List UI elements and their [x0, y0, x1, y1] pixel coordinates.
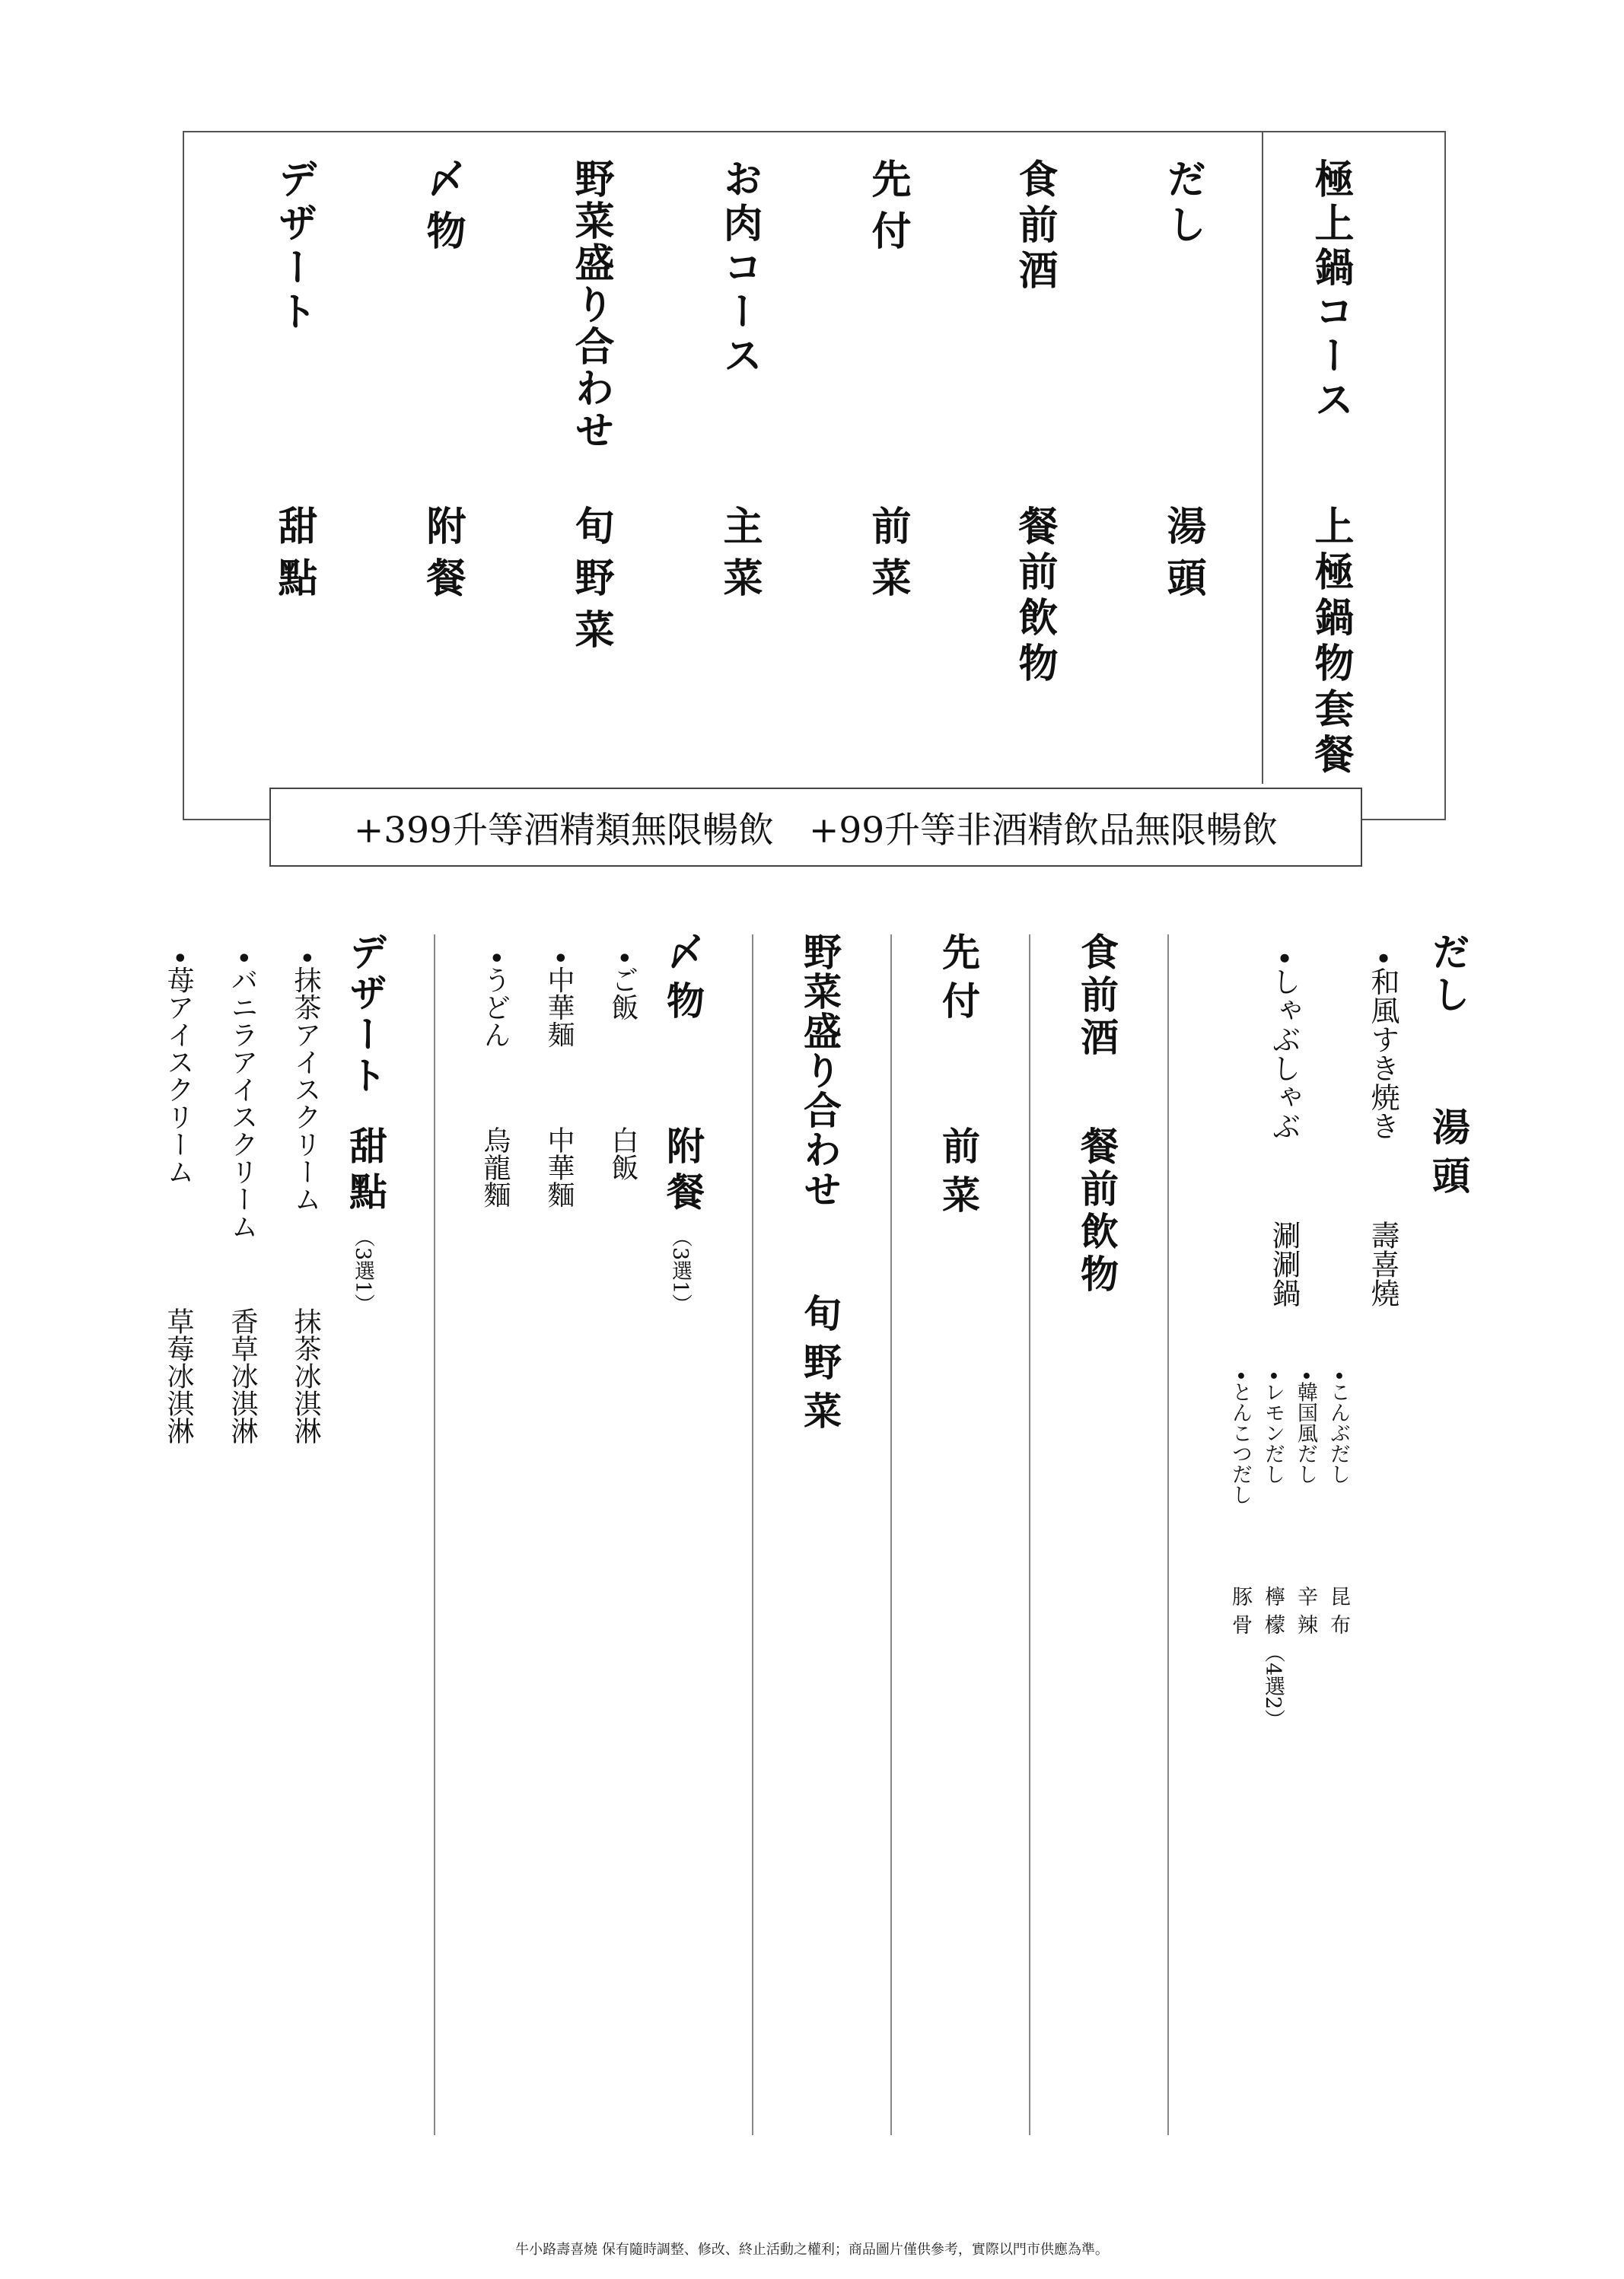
course-ja-dessert: デザート: [271, 158, 317, 335]
broth-ja: •韓国風だし: [1294, 1370, 1317, 1485]
course-ja-appetizer: 先付: [865, 158, 911, 262]
course-zh-dessert: 甜點: [271, 505, 317, 609]
course-title-zh: 上極鍋物套餐: [1307, 505, 1354, 779]
course-zh-shime: 附餐: [419, 505, 466, 609]
alcohol-upgrade: +399升等酒精類無限暢飲: [353, 809, 774, 851]
dessert-heading-zh: 甜點: [343, 1126, 388, 1217]
dashi-style-ja: •和風すき焼き: [1366, 950, 1400, 1141]
dessert-item-ja: •バニラアイスクリーム: [227, 950, 258, 1240]
column-divider: [1029, 934, 1030, 2135]
shime-item-ja: •ご飯: [607, 950, 638, 1021]
shime-heading-zh: 附餐: [661, 1126, 705, 1217]
column-divider: [890, 934, 892, 2135]
non-alcohol-upgrade: +99升等非酒精飲品無限暢飲: [808, 809, 1279, 851]
course-zh-appetizer: 前菜: [865, 505, 911, 609]
course-ja-vegetables: 野菜盛り合わせ: [568, 158, 614, 451]
shime-item-zh: 烏龍麵: [479, 1126, 511, 1208]
course-zh-meat: 主菜: [716, 505, 763, 609]
broth-ja: •レモンだし: [1261, 1370, 1285, 1485]
dessert-item-ja: •抹茶アイスクリーム: [290, 950, 321, 1213]
dessert-item-zh: 草莓冰淇淋: [163, 1307, 194, 1444]
course-summary-box: [183, 131, 1446, 820]
vegetables-heading-zh: 旬野菜: [798, 1294, 842, 1440]
column-divider: [434, 934, 435, 2135]
course-ja-meat: お肉コース: [716, 158, 763, 379]
dashi-style-ja: •しゃぶしゃぶ: [1267, 950, 1301, 1141]
dashi-heading-ja: だし: [1426, 932, 1471, 1017]
course-zh-dashi: 湯頭: [1160, 505, 1206, 609]
shime-item-ja: •中華麺: [543, 950, 575, 1049]
aperitif-heading-ja: 食前酒: [1075, 932, 1119, 1060]
course-title-ja: 極上鍋コース: [1307, 158, 1354, 423]
shime-item-zh: 中華麵: [543, 1126, 575, 1208]
dessert-item-zh: 抹茶冰淇淋: [290, 1307, 321, 1444]
course-ja-aperitif: 食前酒: [1011, 158, 1058, 295]
course-ja-shime: 〆物: [419, 158, 466, 262]
shime-item-zh: 白飯: [607, 1126, 638, 1181]
aperitif-heading-zh: 餐前飲物: [1075, 1126, 1119, 1297]
broth-ja: •こんぶだし: [1326, 1370, 1350, 1485]
dessert-item-zh: 香草冰淇淋: [227, 1307, 258, 1444]
dessert-item-ja: •苺アイスクリーム: [163, 950, 194, 1186]
dessert-heading-ja: デザート: [343, 932, 388, 1097]
course-zh-vegetables: 旬野菜: [568, 505, 614, 660]
broth-zh: 豚骨: [1228, 1586, 1252, 1642]
footer-disclaimer: 牛小路壽喜燒 保有隨時調整、修改、終止活動之權利；商品圖片僅供參考，實際以門市供應為準。: [515, 2242, 1109, 2258]
course-zh-aperitif: 餐前飲物: [1011, 505, 1058, 688]
shime-choice-note: （3選1）: [668, 1227, 692, 1315]
dashi-heading-zh: 湯頭: [1426, 1107, 1471, 1205]
dessert-choice-note: （3選1）: [351, 1227, 374, 1315]
shime-item-ja: •うどん: [479, 950, 511, 1049]
broth-choice-note: （4選2）: [1261, 1642, 1285, 1730]
column-divider: [1167, 934, 1169, 2135]
course-ja-dashi: だし: [1160, 158, 1206, 250]
drinks-upgrade-box: [269, 788, 1362, 867]
appetizer-heading-zh: 前菜: [936, 1126, 981, 1224]
title-divider: [1262, 132, 1263, 784]
dashi-style-zh: 壽喜燒: [1366, 1221, 1400, 1307]
column-divider: [752, 934, 753, 2135]
broth-zh: 昆布: [1326, 1586, 1350, 1642]
shime-heading-ja: 〆物: [661, 932, 705, 1030]
broth-zh: 辛辣: [1294, 1586, 1317, 1642]
broth-ja: •とんこつだし: [1228, 1370, 1252, 1505]
vegetables-heading-ja: 野菜盛り合わせ: [798, 932, 842, 1209]
appetizer-heading-ja: 先付: [936, 932, 981, 1030]
dashi-style-zh: 涮涮鍋: [1267, 1221, 1301, 1307]
broth-zh: 檸檬: [1261, 1586, 1285, 1642]
